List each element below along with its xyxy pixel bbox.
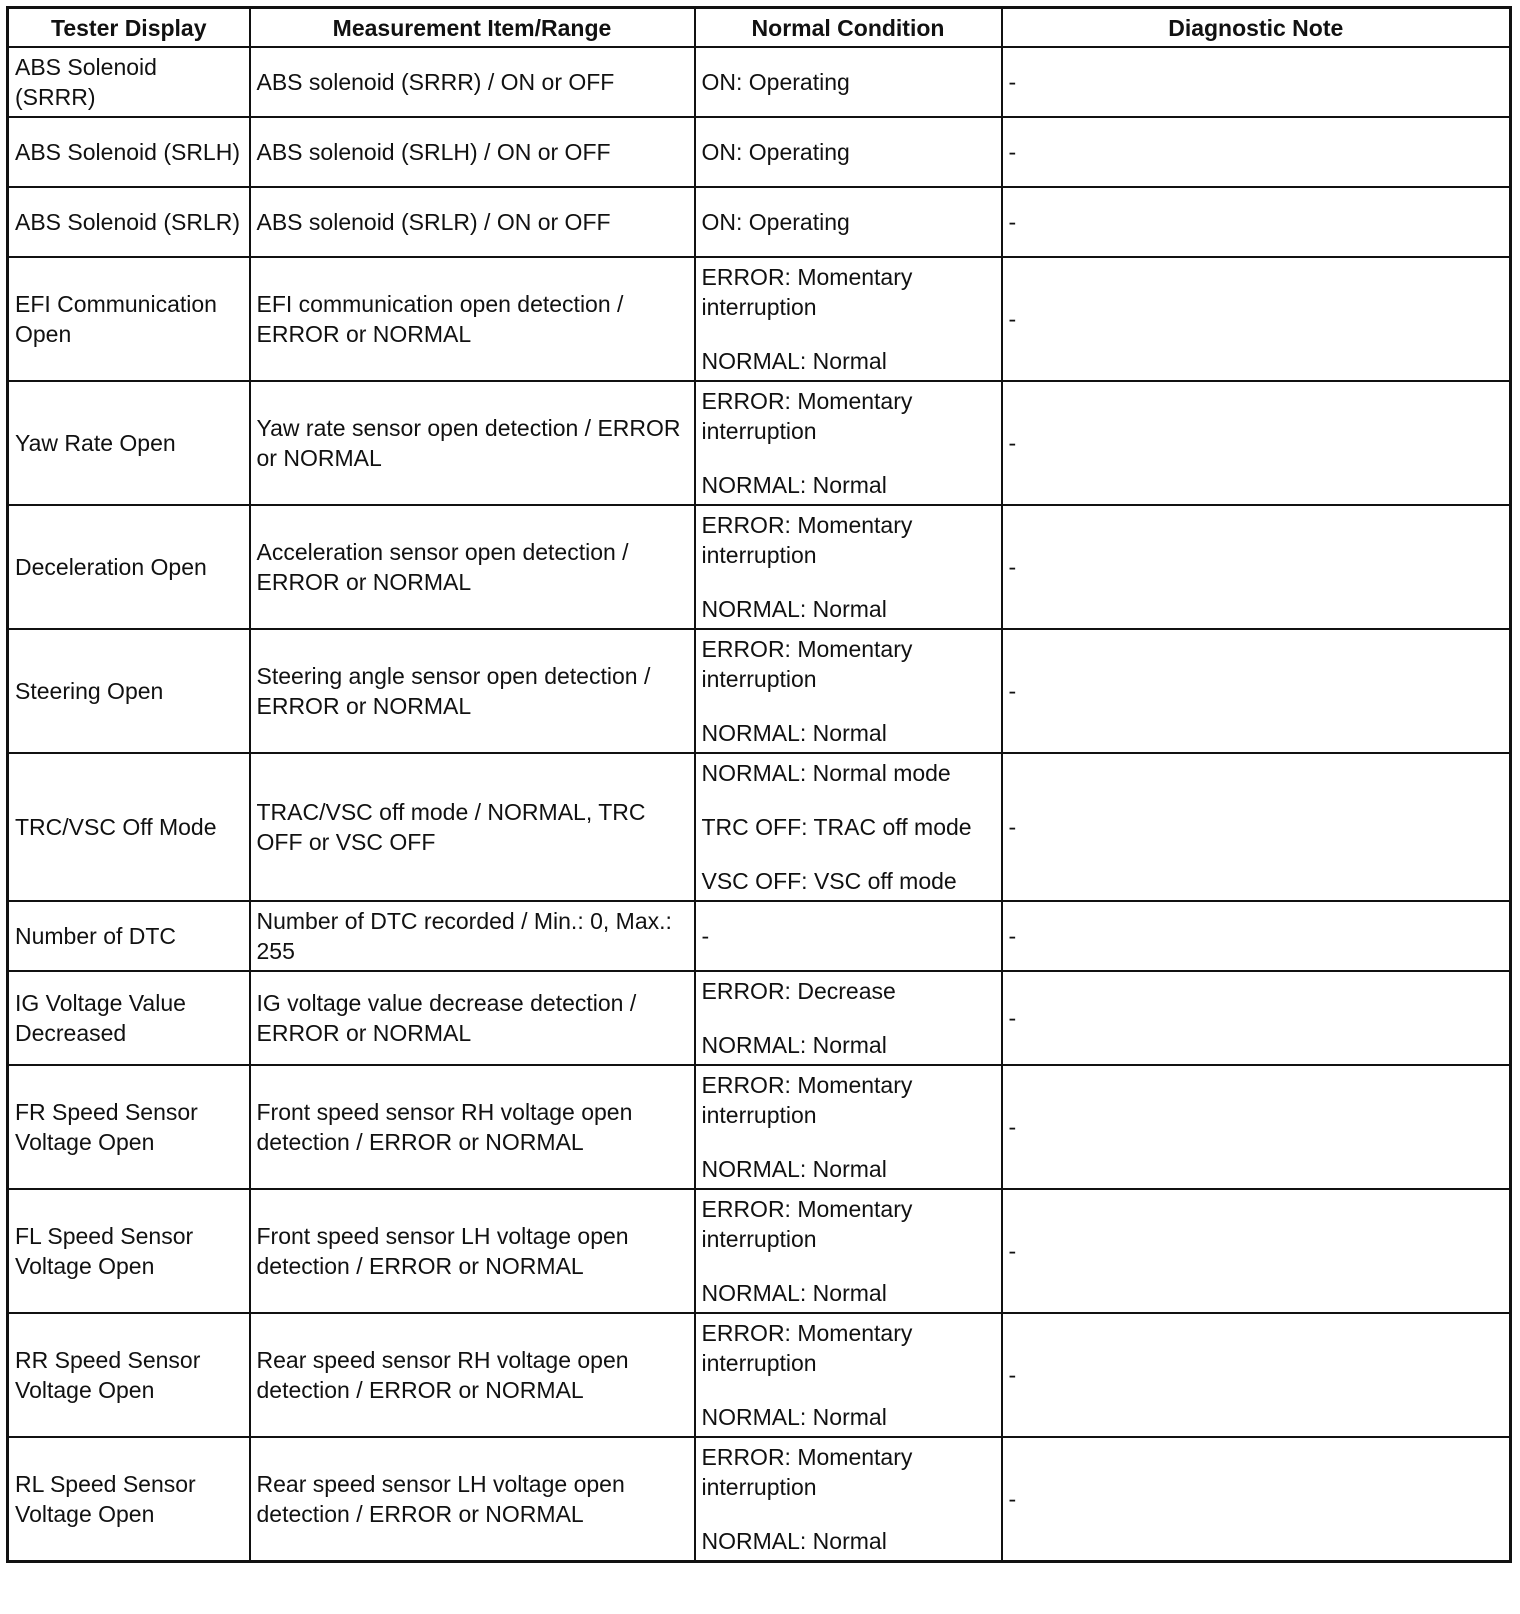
condition-line: TRC OFF: TRAC off mode <box>701 814 972 840</box>
data-list-table <box>6 6 1512 1563</box>
normal-condition-cell <box>695 971 1002 1065</box>
normal-condition-cell <box>695 257 1002 381</box>
diagnostic-note-cell: - <box>1002 505 1511 629</box>
measurement-item-cell: Steering angle sensor open detection / ERROR or NORMAL <box>250 629 695 753</box>
condition-line: ERROR: Decrease <box>701 978 896 1004</box>
condition-line: ERROR: Momentary interruption <box>701 636 913 692</box>
table-row <box>8 381 1511 505</box>
condition-line: ERROR: Momentary interruption <box>701 264 913 320</box>
tester-display-cell: FR Speed Sensor Voltage Open <box>8 1065 250 1189</box>
normal-condition-cell <box>695 629 1002 753</box>
measurement-item-cell: Front speed sensor RH voltage open detection / ERROR or NORMAL <box>250 1065 695 1189</box>
condition-line: ERROR: Momentary interruption <box>701 1072 913 1128</box>
measurement-item-cell: Rear speed sensor RH voltage open detection / ERROR or NORMAL <box>250 1313 695 1437</box>
diagnostic-note-cell: - <box>1002 117 1511 187</box>
normal-condition-cell <box>695 1313 1002 1437</box>
condition-line: NORMAL: Normal <box>701 472 887 498</box>
condition-line: ERROR: Momentary interruption <box>701 1444 913 1500</box>
normal-condition-cell <box>695 47 1002 117</box>
tester-display-cell: ABS Solenoid (SRRR) <box>8 47 250 117</box>
condition-line: ERROR: Momentary interruption <box>701 1196 913 1252</box>
header-tester-display: Tester Display <box>8 8 250 48</box>
diagnostic-note-cell: - <box>1002 47 1511 117</box>
condition-line: ERROR: Momentary interruption <box>701 1320 913 1376</box>
condition-line: ON: Operating <box>701 209 850 235</box>
measurement-item-cell: ABS solenoid (SRRR) / ON or OFF <box>250 47 695 117</box>
normal-condition-cell <box>695 1437 1002 1562</box>
condition-line: NORMAL: Normal <box>701 1156 887 1182</box>
diagnostic-note-cell: - <box>1002 257 1511 381</box>
table-row <box>8 753 1511 901</box>
tester-display-cell: Steering Open <box>8 629 250 753</box>
normal-condition-cell <box>695 1189 1002 1313</box>
condition-line: NORMAL: Normal <box>701 1404 887 1430</box>
normal-condition-cell <box>695 381 1002 505</box>
diagnostic-note-cell: - <box>1002 381 1511 505</box>
measurement-item-cell: TRAC/VSC off mode / NORMAL, TRC OFF or VSC OFF <box>250 753 695 901</box>
condition-line: NORMAL: Normal <box>701 348 887 374</box>
table-row <box>8 1189 1511 1313</box>
diagnostic-note-cell: - <box>1002 753 1511 901</box>
normal-condition-cell <box>695 753 1002 901</box>
tester-display-cell: FL Speed Sensor Voltage Open <box>8 1189 250 1313</box>
table-row <box>8 505 1511 629</box>
condition-line: VSC OFF: VSC off mode <box>701 868 957 894</box>
header-measurement-item: Measurement Item/Range <box>250 8 695 48</box>
condition-line: NORMAL: Normal mode <box>701 760 951 786</box>
condition-line: ERROR: Momentary interruption <box>701 388 913 444</box>
normal-condition-cell <box>695 117 1002 187</box>
tester-display-cell: Number of DTC <box>8 901 250 971</box>
measurement-item-cell: ABS solenoid (SRLH) / ON or OFF <box>250 117 695 187</box>
header-normal-condition: Normal Condition <box>695 8 1002 48</box>
tester-display-cell: TRC/VSC Off Mode <box>8 753 250 901</box>
condition-line: - <box>701 923 710 949</box>
condition-line: NORMAL: Normal <box>701 720 887 746</box>
table-row <box>8 47 1511 117</box>
condition-line: ON: Operating <box>701 139 850 165</box>
measurement-item-cell: EFI communication open detection / ERROR or NORMAL <box>250 257 695 381</box>
normal-condition-cell <box>695 1065 1002 1189</box>
table-row <box>8 257 1511 381</box>
tester-display-cell: ABS Solenoid (SRLR) <box>8 187 250 257</box>
table-row <box>8 971 1511 1065</box>
diagnostic-note-cell: - <box>1002 1189 1511 1313</box>
condition-line: NORMAL: Normal <box>701 1528 887 1554</box>
table-row <box>8 629 1511 753</box>
normal-condition-cell <box>695 505 1002 629</box>
condition-line: NORMAL: Normal <box>701 1032 887 1058</box>
measurement-item-cell: ABS solenoid (SRLR) / ON or OFF <box>250 187 695 257</box>
diagnostic-note-cell: - <box>1002 971 1511 1065</box>
header-row <box>8 8 1511 48</box>
condition-line: ON: Operating <box>701 69 850 95</box>
diagnostic-note-cell: - <box>1002 1065 1511 1189</box>
tester-display-cell: RL Speed Sensor Voltage Open <box>8 1437 250 1562</box>
diagnostic-note-cell: - <box>1002 901 1511 971</box>
condition-line: NORMAL: Normal <box>701 1280 887 1306</box>
tester-display-cell: Yaw Rate Open <box>8 381 250 505</box>
table-row <box>8 1437 1511 1562</box>
measurement-item-cell: Front speed sensor LH voltage open detection / ERROR or NORMAL <box>250 1189 695 1313</box>
measurement-item-cell: Acceleration sensor open detection / ERROR or NORMAL <box>250 505 695 629</box>
tester-display-cell: EFI Communication Open <box>8 257 250 381</box>
tester-display-cell: ABS Solenoid (SRLH) <box>8 117 250 187</box>
table-row <box>8 117 1511 187</box>
condition-line: ERROR: Momentary interruption <box>701 512 913 568</box>
table-row <box>8 1313 1511 1437</box>
measurement-item-cell: Number of DTC recorded / Min.: 0, Max.: 255 <box>250 901 695 971</box>
header-diagnostic-note: Diagnostic Note <box>1002 8 1511 48</box>
measurement-item-cell: Rear speed sensor LH voltage open detection / ERROR or NORMAL <box>250 1437 695 1562</box>
condition-line: NORMAL: Normal <box>701 596 887 622</box>
normal-condition-cell <box>695 901 1002 971</box>
measurement-item-cell: Yaw rate sensor open detection / ERROR or NORMAL <box>250 381 695 505</box>
diagnostic-note-cell: - <box>1002 629 1511 753</box>
tester-display-cell: RR Speed Sensor Voltage Open <box>8 1313 250 1437</box>
measurement-item-cell: IG voltage value decrease detection / ERROR or NORMAL <box>250 971 695 1065</box>
table-row <box>8 901 1511 971</box>
diagnostic-note-cell: - <box>1002 1437 1511 1562</box>
normal-condition-cell <box>695 187 1002 257</box>
tester-display-cell: Deceleration Open <box>8 505 250 629</box>
tester-display-cell: IG Voltage Value Decreased <box>8 971 250 1065</box>
table-row <box>8 1065 1511 1189</box>
diagnostic-note-cell: - <box>1002 187 1511 257</box>
table-row <box>8 187 1511 257</box>
diagnostic-note-cell: - <box>1002 1313 1511 1437</box>
